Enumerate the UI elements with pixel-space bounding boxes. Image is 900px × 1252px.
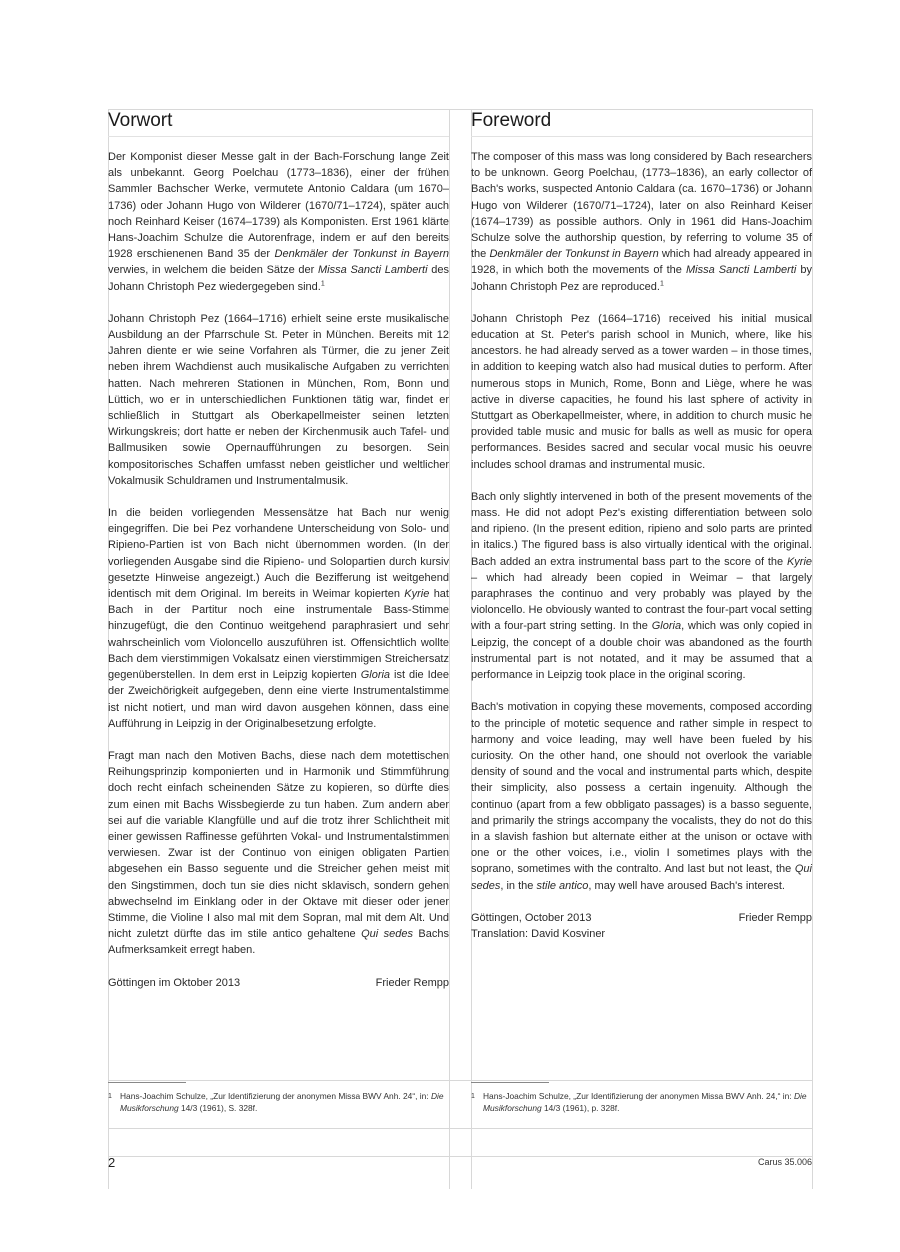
- text-run: Hans-Joachim Schulze, „Zur Identifizierung der anonymen Missa BWV Anh. 24,“ in:: [483, 1091, 794, 1101]
- text-run: Bach only slightly intervened in both of the present movements of the mass. He did not adopt Pez's existing differentiation between solo and ripieno. (In the present edition, ripieno and solo parts are printed in italics.) The figured bass is also virtually identical with the original. Bach added an extra instrumental bass part to the score of the: [471, 490, 812, 568]
- vorwort-paragraph: [108, 748, 449, 959]
- italic-text: Die Musikforschung: [483, 1091, 807, 1113]
- vorwort-body: [108, 149, 449, 959]
- text-run: des Johann Christoph Pez wiedergegeben sind.: [108, 264, 449, 293]
- text-run: The composer of this mass was long considered by Bach researchers to be unknown. Georg Poelchau, (1773–1836), an early collector of Bach's works, suspected Antonio Caldara (ca. 1670–1736) or Johann Hugo von Wilderer (1670/71–1724), later on also Reinhard Keiser (1674–1739) as possible authors. Only in 1961 did Hans-Joachim Schulze solve the authorship question, by referring to volume 35 of the: [471, 151, 812, 261]
- italic-text: Denkmäler der Tonkunst in Bayern: [274, 248, 450, 261]
- italic-text: Gloria: [651, 620, 682, 633]
- italic-text: Die Musikforschung: [120, 1091, 444, 1113]
- text-run: , may well have aroused Bach's interest.: [588, 879, 785, 892]
- text-run: 14/3 (1961), p. 328f.: [541, 1102, 620, 1113]
- frame-footer-top-rule: [108, 1080, 812, 1081]
- text-run: 14/3 (1961), S. 328f.: [178, 1102, 258, 1113]
- text-run: Der Komponist dieser Messe galt in der Bach-Forschung lange Zeit als unbekannt. Georg Poelchau (1773–1836), einer der frühen Sammler Bachscher Werke, vermutete Antonio Caldara (um 1670–1736) oder Johann Hugo von Wilderer (1670/71–1724), später auch noch Reinhard Keiser (1674–1739) als Komponisten. Erst 1961 klärte Hans-Joachim Schulze die Autorenfrage, indem er auf den bereits 1928 erschienenen Band 35 der: [108, 151, 449, 261]
- text-run: hat Bach in der Partitur noch eine instrumentale Bass-Stimme hinzugefügt, die den Continuo weitgehend paraphrasiert und sehr wahrscheinlich vom Violoncello auszuführen ist. Offensichtlich wollte Bach dem vierstimmigen Vokalsatz einen vierstimmigen Streichersatz gegenüberstellen. In dem erst in Leipzig kopierten: [108, 588, 449, 682]
- footnote-text: [120, 1091, 449, 1114]
- text-run: , in the: [500, 879, 537, 892]
- text-run: Fragt man nach den Motiven Bachs, diese nach dem motettischen Reihungsprinzip komponierten und in Harmonik und Stimmführung doch recht einfach scheinenden Sätze zu kopieren, so dürfte dies zum einen mit Bachs Wissbegierde zu tun haben. Zum andern aber sei auf die variable Klangfülle und auf die trotz ihrer Schlichtheit mit einer gewissen Raffinesse geführten Vokal- und Instrumentalstimmen verwiesen. Zwar ist der Continuo von einigen obligaten Partien abgesehen ein Basso seguente und die Streicher gehen meist mit den Singstimmen, doch tun sie dies nicht sklavisch, sondern gehen abwechselnd im Einklang oder in der Oktave mit dieser oder jener Stimme, die Violine I also mal mit dem Sopran, mal mit dem Alt. Und nicht zuletzt dürfte das im stile antico gehaltene: [108, 749, 449, 941]
- italic-text: Qui sedes: [361, 928, 414, 941]
- foreword-paragraph: [471, 699, 812, 893]
- vorwort-column: [108, 110, 449, 991]
- vorwort-footnote-area: [108, 1082, 449, 1114]
- foreword-footnote: [471, 1091, 812, 1114]
- text-run: Bach's motivation in copying these movements, composed according to the principle of motetic sequence and rather simple in respect to harmony and voice leading, may well have been fueled by his curiosity. On the other hand, one should not overlook the variable density of sound and the vocal and instrumental parts which, despite their simplicity, also possess a certain ingenuity. Although the continuo (apart from a few obbligato passages) is a basso seguente, and primarily the strings accompany the vocalists, they do not do this in a slavish fashion but alternate either at the unison or octave with one or the other voices, i.e., violin I sometimes plays with the soprano, sometimes with the contralto. And last but not least, the: [471, 701, 812, 876]
- catalog-number: Carus 35.006: [757, 1157, 812, 1167]
- foreword-signature: [471, 910, 812, 926]
- foreword-place-date: Göttingen, October 2013: [471, 911, 592, 924]
- frame-footer-bottom-rule: [108, 1156, 812, 1157]
- foreword-body: [471, 149, 812, 894]
- italic-text: stile antico: [536, 879, 589, 892]
- italic-text: Denkmäler der Tonkunst in Bayern: [489, 248, 659, 261]
- page-number: 2: [108, 1155, 116, 1170]
- footnote-ref: 1: [659, 279, 664, 287]
- text-run: In die beiden vorliegenden Messensätze hat Bach nur wenig eingegriffen. Die bei Pez vorhandene Unterscheidung von Solo- und Ripieno-Partien ist von Bach nicht übernommen worden. (In der vorliegenden Ausgabe sind die Ripieno- und Solopartien durch kursiv gesetzte Hinweise angezeigt.) Auch die Bezifferung ist weitgehend identisch mit dem Original. Im bereits in Weimar kopierten: [108, 507, 449, 601]
- text-run: Hans-Joachim Schulze, „Zur Identifizierung der anonymen Missa BWV Anh. 24“, in:: [120, 1091, 431, 1101]
- italic-text: Kyrie: [404, 588, 430, 601]
- foreword-heading: Foreword: [471, 110, 812, 137]
- footnote-rule: [471, 1082, 549, 1083]
- foreword-author: Frieder Rempp: [738, 911, 812, 924]
- text-run: ist die Idee der Zweichörigkeit aufgegeben, denn eine vierte Instrumentalstimme ist nicht notiert, und man wird davon ausgehen können, dass eine Aufführung in Leipzig in der Originalbesetzung erfolgte.: [108, 669, 449, 730]
- text-run: which had already appeared in 1928, in which both the movements of the: [471, 248, 812, 277]
- vorwort-paragraph: [108, 311, 449, 489]
- vorwort-author: Frieder Rempp: [375, 976, 449, 989]
- italic-text: Gloria: [360, 669, 391, 682]
- footnote-text: [483, 1091, 812, 1114]
- foreword-paragraph: [471, 149, 812, 295]
- footnote-mark: 1: [471, 1093, 475, 1100]
- vorwort-paragraph: [108, 505, 449, 732]
- text-run: Johann Christoph Pez (1664–1716) erhielt seine erste musikalische Ausbildung an der Pfarrschule St. Peter in München. Bereits mit 12 Jahren diente er wie seine Vorfahren als Türmer, die zu jener Zeit neben ihrem Wachdienst auch musikalische Aufgaben zu verrichten hatten. Nach mehreren Stationen in München, Rom, Bonn und Lüttich, wo er in unterschiedlichen Funktionen tätig war, findet er schließlich in Stuttgart als Oberkapellmeister seinen letzten Wirkungskreis; dort hatte er neben der Kirchenmusik auch Tafel- und Ballmusiken sowie Opernaufführungen zu besorgen. Sein kompositorisches Schaffen umfasst neben geistlicher und weltlicher Vokalmusik Schuldramen und Instrumentalmusik.: [108, 312, 449, 487]
- frame-right-rule: [812, 109, 813, 1189]
- italic-text: Missa Sancti Lamberti: [318, 264, 428, 277]
- text-run: verwies, in welchem die beiden Sätze der: [108, 264, 319, 277]
- frame-footer-mid-rule: [108, 1128, 812, 1129]
- vorwort-footnote: [108, 1091, 449, 1114]
- text-run: by Johann Christoph Pez are reproduced.: [471, 264, 812, 293]
- foreword-footnote-area: [471, 1082, 812, 1114]
- vorwort-place-date: Göttingen im Oktober 2013: [108, 976, 241, 989]
- text-run: Johann Christoph Pez (1664–1716) received his initial musical education at St. Peter's parish school in Munich, where, like his ancestors. he had already served as a tower warden – in those times, in addition to keeping watch also had musical duties to perform. After numerous stops in Munich, Rome, Bonn and Liège, where he was active in diverse capacities, he found his last sphere of activity in Stuttgart as Oberkapellmeister, where, in addition to church music he provided table music and music for balls as well as music for opera performances. Besides sacred and secular vocal music his oeuvre includes school dramas and instrumental music.: [471, 312, 812, 471]
- foreword-column: [471, 110, 812, 942]
- italic-text: Qui sedes: [471, 863, 812, 892]
- italic-text: Missa Sancti Lamberti: [685, 264, 797, 277]
- vorwort-paragraph: [108, 149, 449, 295]
- foreword-paragraph: [471, 311, 812, 473]
- italic-text: Kyrie: [786, 555, 812, 568]
- vorwort-heading: Vorwort: [108, 110, 449, 137]
- text-run: Bachs Aufmerksamkeit erregt haben.: [108, 928, 450, 957]
- frame-mid-rule-a: [449, 109, 450, 1189]
- text-run: – which had already been copied in Weimar – that largely paraphrases the continuo and very probably was played by the violoncello. He obviously wanted to contrast the four-part vocal setting with a four-part string setting. In the: [471, 571, 812, 633]
- foreword-paragraph: [471, 489, 812, 683]
- footnote-rule: [108, 1082, 186, 1083]
- footnote-ref: 1: [320, 279, 325, 287]
- footnote-mark: 1: [108, 1093, 112, 1100]
- foreword-translator: Translation: David Kosviner: [471, 927, 606, 940]
- vorwort-signature: [108, 975, 449, 991]
- text-run: , which was only copied in Leipzig, the concept of a double choir was abandoned as the fourth instrumental part is not notated, and it may be assumed that a performance in Leipzig took place in the original scoring.: [471, 620, 812, 682]
